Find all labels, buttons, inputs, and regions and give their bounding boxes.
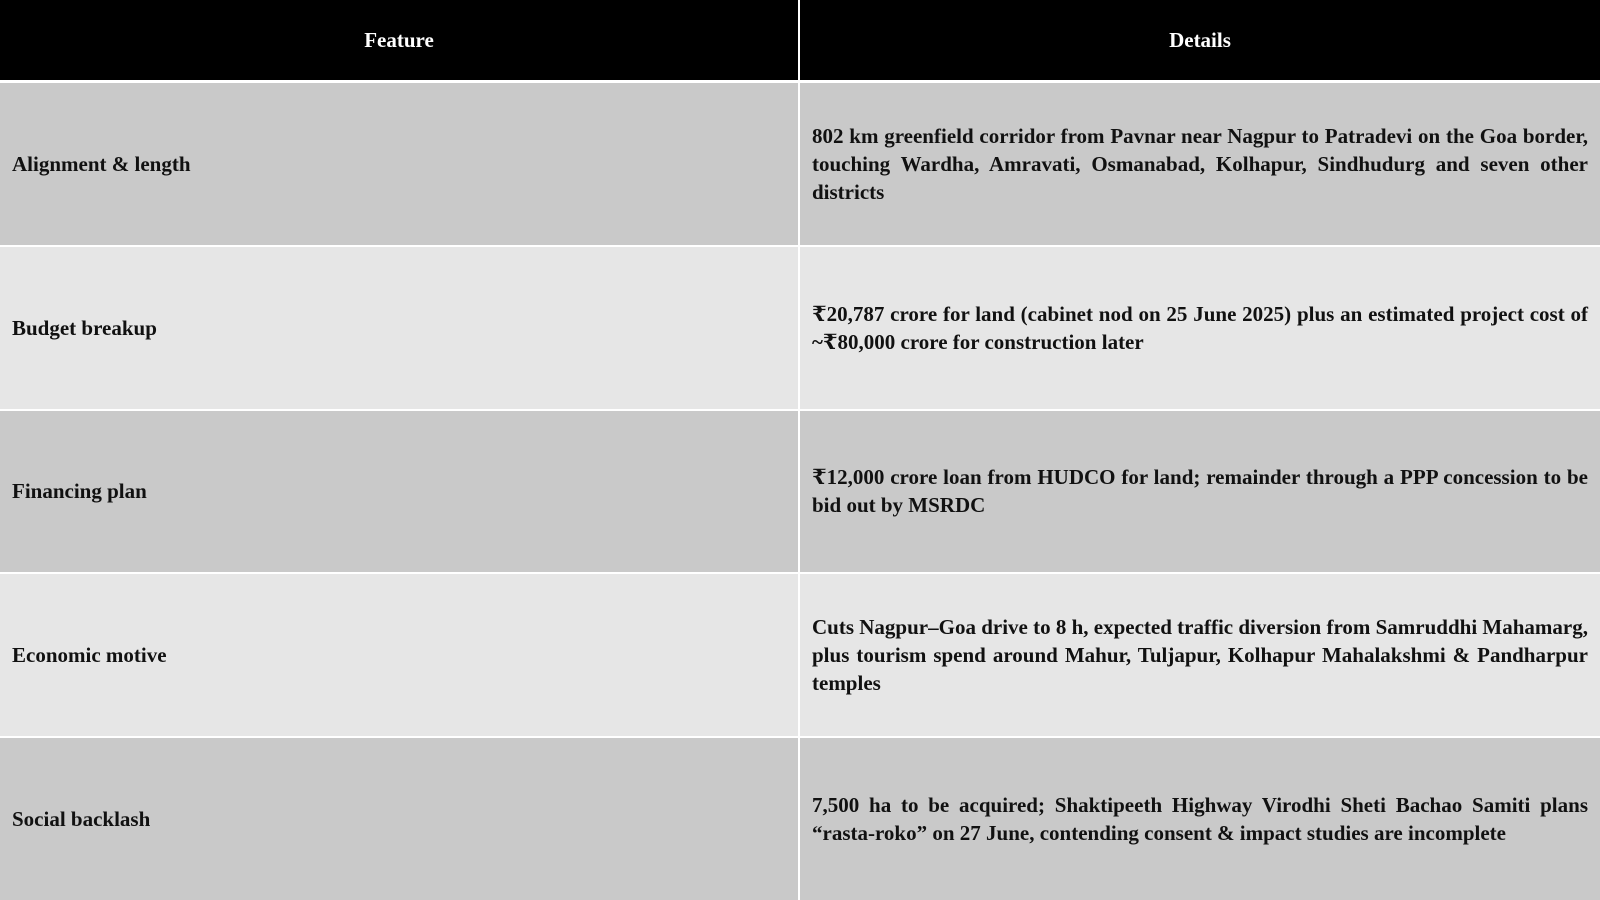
table-row (0, 245, 1600, 409)
column-header-details: Details (800, 0, 1600, 83)
table-row (0, 409, 1600, 573)
table-row (0, 83, 1600, 245)
column-header-feature: Feature (0, 0, 800, 83)
feature-cell: Economic motive (0, 572, 800, 736)
table-row (0, 572, 1600, 736)
table-header-row (0, 0, 1600, 83)
table-row (0, 736, 1600, 900)
feature-cell: Alignment & length (0, 83, 800, 245)
feature-cell: Social backlash (0, 736, 800, 900)
details-cell: 802 km greenfield corridor from Pavnar near Nagpur to Patradevi on the Goa border, touching Wardha, Amravati, Osmanabad, Kolhapur, Sindhudurg and seven other districts (800, 83, 1600, 245)
details-cell: ₹12,000 crore loan from HUDCO for land; remainder through a PPP concession to be bid out by MSRDC (800, 409, 1600, 573)
details-cell: Cuts Nagpur–Goa drive to 8 h, expected traffic diversion from Samruddhi Mahamarg, plus tourism spend around Mahur, Tuljapur, Kolhapur Mahalakshmi & Pandharpur temples (800, 572, 1600, 736)
feature-cell: Budget breakup (0, 245, 800, 409)
details-cell: ₹20,787 crore for land (cabinet nod on 25 June 2025) plus an estimated project cost of ~₹80,000 crore for construction later (800, 245, 1600, 409)
details-cell: 7,500 ha to be acquired; Shaktipeeth Highway Virodhi Sheti Bachao Samiti plans “rasta-roko” on 27 June, contending consent & impact studies are incomplete (800, 736, 1600, 900)
feature-cell: Financing plan (0, 409, 800, 573)
